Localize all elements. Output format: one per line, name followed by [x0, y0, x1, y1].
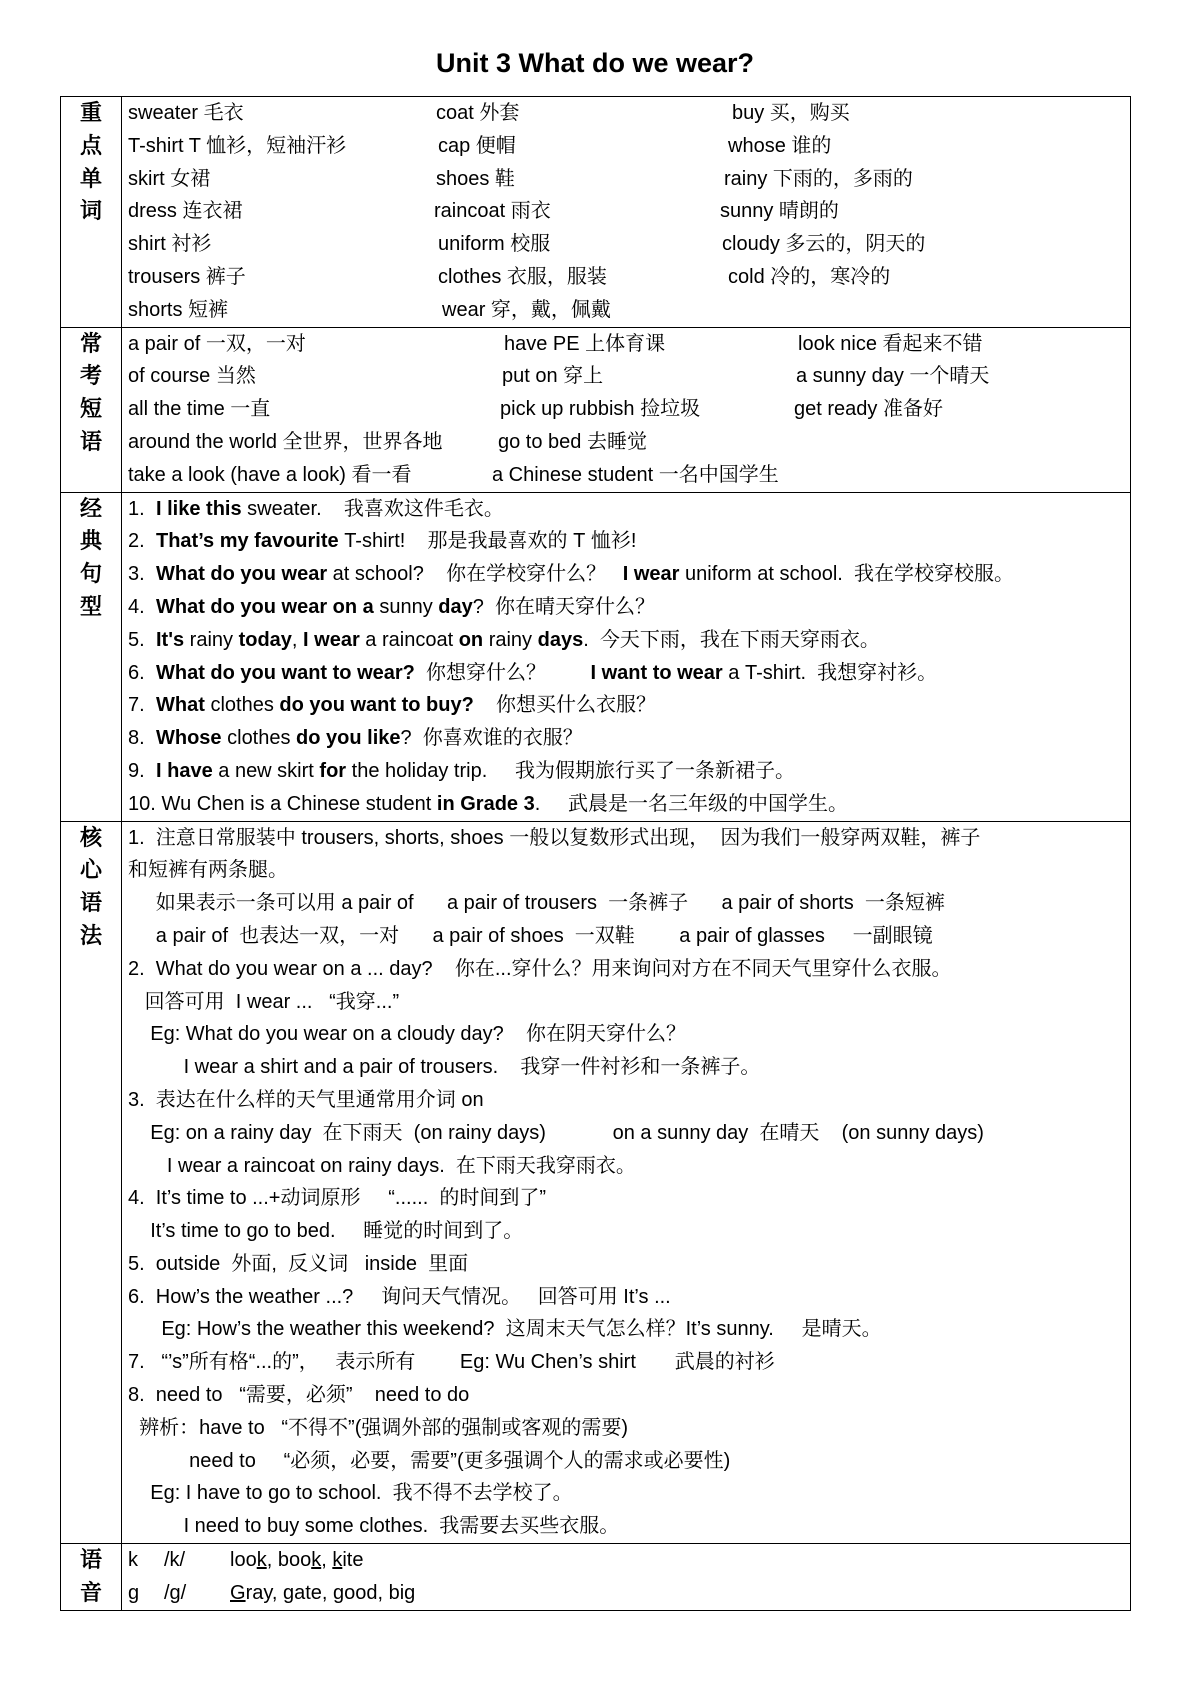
- grammar-line: 辨析：have to “不得不”(强调外部的强制或客观的需要): [128, 1416, 629, 1439]
- sentences-label: 经 典 句 型: [61, 492, 122, 821]
- sentence-text: for: [319, 759, 347, 782]
- sentence-text: ? 你在晴天穿什么？: [472, 595, 655, 618]
- sentence-text: a T-shirt. 我想穿衬衫。: [722, 661, 938, 684]
- sentence-number: 8.: [128, 727, 145, 750]
- sentence-text: That’s my favourite: [156, 530, 339, 553]
- sentence-text: Whose: [156, 727, 222, 750]
- sentence-text: It's: [156, 628, 185, 651]
- sentence-text: day: [438, 595, 473, 618]
- sentence-text: I have: [156, 759, 213, 782]
- vocab-body: [122, 97, 1131, 328]
- sentence-row: [122, 493, 1130, 526]
- sentence-row: [122, 755, 1130, 788]
- sentence-text: . 武晨是一名三年级的中国学生。: [534, 792, 849, 815]
- phrases-section: [61, 327, 1131, 492]
- sentence-text: clothes: [221, 727, 297, 750]
- grammar-label: 核 心 语 法: [61, 821, 122, 1544]
- sentence-text: sunny: [373, 595, 439, 618]
- phonics-word-part: ,: [266, 1549, 278, 1572]
- sentence-text: clothes: [204, 694, 280, 717]
- sentence-row: [122, 689, 1130, 722]
- sentence-text: What do you wear on a: [156, 595, 374, 618]
- grammar-line: Eg: on a rainy day 在下雨天 (on rainy days) on a sunny day 在晴天 (on sunny days): [128, 1121, 984, 1144]
- vocab-row: sweater 毛衣 coat 外套 buy 买，购买: [128, 102, 850, 124]
- phrase-row: all the time 一直 pick up rubbish 捡垃圾 get ready 准备好: [128, 398, 943, 421]
- grammar-line: 8. need to “需要，必须” need to do: [128, 1384, 470, 1407]
- grammar-line: Eg: What do you wear on a cloudy day? 你在阴天穿什么？: [128, 1023, 686, 1046]
- sentence-text: Wu Chen is a Chinese student: [156, 792, 437, 815]
- sentence-text: uniform at school. 我在学校穿校服。: [679, 563, 1014, 586]
- grammar-line: Eg: How’s the weather this weekend? 这周末天气怎么样？It’s sunny. 是晴天。: [128, 1318, 882, 1341]
- grammar-line: I wear a shirt and a pair of trousers. 我穿一件衬衫和一条裤子。: [128, 1056, 761, 1079]
- vocab-section: [61, 97, 1131, 328]
- phonics-word-letter: k: [311, 1549, 322, 1572]
- sentence-text: at school? 你在学校穿什么？: [327, 563, 623, 586]
- phonics-word-letter: k: [256, 1549, 267, 1572]
- sentence-number: 10.: [128, 792, 156, 815]
- sentence-number: 6.: [128, 661, 145, 684]
- sentences-body: [122, 492, 1131, 821]
- vocab-row: shirt 衬衫 uniform 校服 cloudy 多云的，阴天的: [128, 233, 926, 256]
- sentence-text: . 今天下雨，我在下雨天穿雨衣。: [583, 628, 880, 651]
- phonics-body: [122, 1544, 1131, 1611]
- sentence-text: I wear: [622, 563, 680, 586]
- grammar-line: 1. 注意日常服装中 trousers, shorts, shoes 一般以复数形式出现， 因为我们一般穿两双鞋，裤子: [128, 826, 981, 849]
- sentence-text: T-shirt! 那是我最喜欢的 T 恤衫!: [338, 530, 637, 553]
- vocab-row: shorts 短裤 wear 穿，戴，佩戴: [128, 298, 611, 321]
- phrases-label: 常 考 短 语: [61, 327, 122, 492]
- sentence-text: What: [156, 694, 205, 717]
- grammar-line: a pair of 也表达一双，一对 a pair of shoes 一双鞋 a pair of glasses 一副眼镜: [128, 924, 933, 947]
- grammar-section: [61, 821, 1131, 1544]
- grammar-line: 6. How’s the weather ...? 询问天气情况。 回答可用 It’s ...: [128, 1285, 671, 1308]
- sentence-number: 5.: [128, 628, 145, 651]
- grammar-line: 如果表示一条可以用 a pair of a pair of trousers 一条裤子 a pair of shorts 一条短裤: [128, 892, 945, 915]
- phonics-word-part: boo: [277, 1549, 312, 1572]
- sentence-text: the holiday trip. 我为假期旅行买了一条新裙子。: [346, 759, 796, 782]
- phrases-body: [122, 327, 1131, 492]
- sentence-text: rainy: [483, 628, 538, 651]
- grammar-line: 和短裤有两条腿。: [128, 859, 288, 882]
- vocab-row: trousers 裤子 clothes 衣服，服装 cold 冷的，寒冷的: [128, 265, 891, 288]
- phonics-sound: /g/: [164, 1581, 187, 1604]
- sentence-row: [122, 788, 1130, 821]
- phonics-row: [122, 1544, 1130, 1577]
- sentence-text: I like this: [156, 497, 242, 520]
- sentence-text: I want to wear: [590, 661, 723, 684]
- sentence-text: do you like: [296, 727, 401, 750]
- sentence-number: 3.: [128, 563, 145, 586]
- phonics-list: [122, 1544, 1130, 1610]
- sentence-number: 7.: [128, 694, 145, 717]
- sentence-list: [122, 493, 1130, 821]
- phonics-sound: /k/: [164, 1549, 186, 1572]
- grammar-line: I wear a raincoat on rainy days. 在下雨天我穿雨衣。: [128, 1154, 636, 1177]
- sentence-text: ,: [291, 628, 304, 651]
- phrase-row: of course 当然 put on 穿上 a sunny day 一个晴天: [128, 365, 990, 388]
- phonics-word-part: ,: [321, 1549, 333, 1572]
- vocab-row: dress 连衣裙 raincoat 雨衣 sunny 晴朗的: [128, 200, 839, 223]
- phonics-word-part: ite: [342, 1549, 364, 1572]
- phonics-word-letter: G: [230, 1581, 246, 1604]
- phrase-row: around the world 全世界，世界各地 go to bed 去睡觉: [128, 430, 647, 453]
- phonics-letter: k: [128, 1549, 138, 1572]
- sentence-text: rainy: [184, 628, 239, 651]
- sentence-text: 你想买什么衣服？: [473, 694, 657, 717]
- sentence-text: 你想穿什么？: [414, 661, 591, 684]
- phonics-section: [61, 1544, 1131, 1611]
- grammar-line: Eg: I have to go to school. 我不得不去学校了。: [128, 1482, 573, 1505]
- sentence-number: 9.: [128, 759, 145, 782]
- sentence-text: ? 你喜欢谁的衣服？: [400, 727, 583, 750]
- grammar-line: 5. outside 外面, 反义词 inside 里面: [128, 1252, 469, 1275]
- grammar-body: [122, 821, 1131, 1544]
- grammar-line: It’s time to go to bed. 睡觉的时间到了。: [128, 1220, 524, 1243]
- vocab-label: 重 点 单 词: [61, 97, 122, 328]
- sentence-text: do you want to buy?: [279, 694, 474, 717]
- sentence-row: [122, 657, 1130, 690]
- sentence-number: 2.: [128, 530, 145, 553]
- sentence-row: [122, 558, 1130, 591]
- grammar-line: 4. It’s time to ...+动词原形 “...... 的时间到了”: [128, 1187, 547, 1210]
- sentence-row: [122, 525, 1130, 558]
- sentence-text: today: [238, 628, 292, 651]
- grammar-line: 回答可用 I wear ... “我穿...”: [128, 990, 400, 1013]
- sentence-row: [122, 591, 1130, 624]
- sentence-text: I wear: [303, 628, 360, 651]
- grammar-line: I need to buy some clothes. 我需要去买些衣服。: [128, 1515, 620, 1538]
- sentence-number: 4.: [128, 595, 145, 618]
- sentences-section: [61, 492, 1131, 821]
- page-title: Unit 3 What do we wear?: [435, 48, 755, 78]
- sentence-row: [122, 722, 1130, 755]
- sentence-text: in Grade 3: [436, 792, 535, 815]
- grammar-line: need to “必须，必要，需要”(更多强调个人的需求或必要性): [128, 1449, 731, 1472]
- sentence-text: What do you want to wear?: [156, 661, 415, 684]
- sentence-number: 1.: [128, 497, 145, 520]
- phonics-letter: g: [128, 1581, 140, 1604]
- sentence-text: What do you wear: [156, 563, 328, 586]
- vocab-row: skirt 女裙 shoes 鞋 rainy 下雨的，多雨的: [128, 167, 913, 190]
- phrase-row: a pair of 一双，一对 have PE 上体育课 look nice 看起来不错: [128, 332, 983, 355]
- sentence-text: a new skirt: [212, 759, 320, 782]
- sentence-text: a raincoat: [359, 628, 459, 651]
- sentence-row: [122, 624, 1130, 657]
- sentence-text: sweater. 我喜欢这件毛衣。: [241, 497, 504, 520]
- grammar-line: 2. What do you wear on a ... day? 你在...穿什么？用来询问对方在不同天气里穿什么衣服。: [128, 957, 952, 980]
- phrase-row: take a look (have a look) 看一看 a Chinese student 一名中国学生: [128, 463, 779, 486]
- sentence-text: days: [537, 628, 584, 651]
- vocab-row: T-shirt T 恤衫，短袖汗衫 cap 便帽 whose 谁的: [128, 134, 832, 157]
- grammar-line: 7. “’s”所有格“...的”， 表示所有 Eg: Wu Chen’s shirt 武晨的衬衫: [128, 1351, 775, 1374]
- grammar-list: [122, 822, 1130, 1544]
- phonics-word-part: loo: [230, 1549, 257, 1572]
- summary-table: [60, 96, 1131, 1611]
- phonics-row: [122, 1577, 1130, 1610]
- phonics-word-letter: k: [332, 1549, 343, 1572]
- phonics-label: 语 音: [61, 1544, 122, 1611]
- sentence-text: on: [458, 628, 484, 651]
- phonics-word-part: ray, gate, good, big: [245, 1581, 416, 1604]
- grammar-line: 3. 表达在什么样的天气里通常用介词 on: [128, 1088, 484, 1111]
